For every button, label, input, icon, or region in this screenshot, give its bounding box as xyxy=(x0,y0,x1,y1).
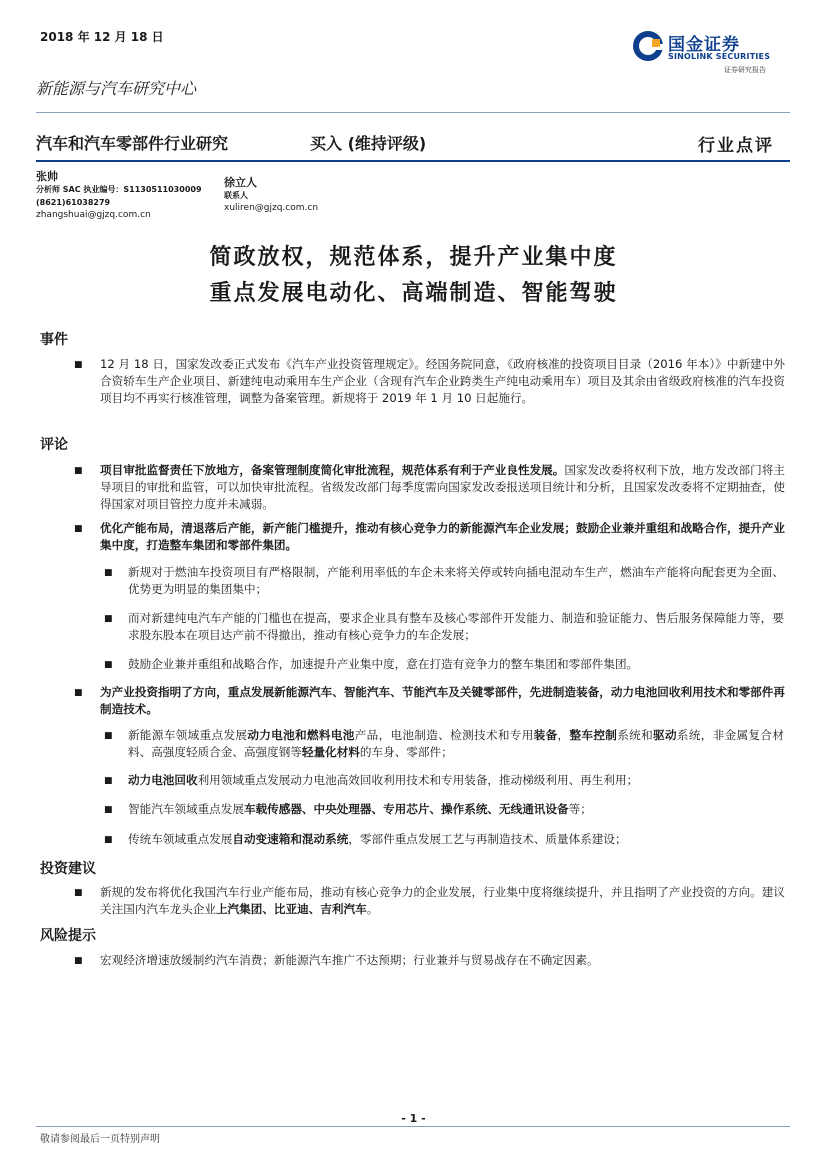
comment-point-1 xyxy=(100,462,785,513)
comment-point-3-sub-1 xyxy=(128,727,784,761)
sub-bullet-icon: ■ xyxy=(104,614,113,624)
document-type: 行业点评 xyxy=(698,136,774,156)
author-email: xuliren@gjzq.com.cn xyxy=(224,203,319,213)
bold-run: 车载传感器、中央处理器、专用芯片、操作系统、无线通讯设备 xyxy=(243,802,569,816)
sub-bullet-icon: ■ xyxy=(104,568,113,578)
sub-bullet-icon: ■ xyxy=(104,660,113,670)
comment-point-1-lead: 项目审批监督责任下放地方，备案管理制度简化审批流程，规范体系有利于产业良性发展。 xyxy=(100,463,565,477)
event-paragraph: 12 月 18 日，国家发改委正式发布《汽车产业投资管理规定》。经国务院同意，《政府核准的投资项目目录（2016 年本）》中新建中外合资轿车生产企业项目、新建纯电动乘用车生产企业（含现有汽车企业跨类生产纯电动乘用车）项目及其余由省级政府核准的汽车投资项目均不再实行核准管理，调整为备案管理。新规将于 2019 年 1 月 10 日起施行。 xyxy=(100,357,785,405)
bold-run: 自动变速箱和混动系统 xyxy=(232,832,349,846)
text-run: 新规的发布将优化我国汽车行业产能布局，推动有核心竞争力的企业发展，行业集中度将继续提升，并且指明了产业投资的方向。建议关注国内汽车龙头企业 xyxy=(100,885,785,916)
report-type-label: 证券研究报告 xyxy=(724,66,766,74)
bold-run: 装备 xyxy=(533,728,558,742)
author-name: 张帅 xyxy=(36,170,58,183)
sub-bullet-icon: ■ xyxy=(104,805,113,815)
rating-label: 买入 (维持评级) xyxy=(310,134,427,153)
text-run: 产品，电池制造、检测技术和专用 xyxy=(354,728,534,742)
header-divider xyxy=(36,112,790,113)
sub-bullet-icon: ■ xyxy=(104,731,113,741)
bold-run: 动力电池回收 xyxy=(128,773,198,787)
advice-paragraph xyxy=(100,884,785,918)
author-block-1 xyxy=(36,170,202,222)
headline-line-1: 简政放权，规范体系，提升产业集中度 xyxy=(209,244,618,270)
section-title-risk: 风险提示 xyxy=(40,928,96,944)
section-title-event: 事件 xyxy=(40,332,68,348)
section-title-comment: 评论 xyxy=(40,437,68,453)
bold-run: 动力电池和燃料电池 xyxy=(247,728,355,742)
author-role: 联系人 xyxy=(224,191,248,200)
sinolink-logo-icon xyxy=(632,30,664,62)
text-run: 的车身、零部件； xyxy=(359,745,453,759)
text-run: 。 xyxy=(366,902,379,916)
report-date: 2018 年 12 月 18 日 xyxy=(40,30,164,44)
comment-point-2-sub-1: 新规对于燃油车投资项目有严格限制，产能利用率低的车企未来将关停或转向插电混动车生产，燃油车产能将向配套更为全面、优势更为明显的集团集中； xyxy=(128,565,784,596)
disclaimer-note: 敬请参阅最后一页特别声明 xyxy=(40,1134,160,1145)
comment-point-2-lead: 优化产能布局，清退落后产能，新产能门槛提升，推动有核心竞争力的新能源汽车企业发展；鼓励企业兼并重组和战略合作，提升产业集中度，打造整车集团和零部件集团。 xyxy=(100,521,785,552)
text-run: ， xyxy=(557,728,570,742)
bullet-icon: ■ xyxy=(74,956,83,966)
bold-run: 轻量化材料 xyxy=(301,745,360,759)
text-run: 利用领域重点发展动力电池高效回收利用技术和专用装备，推动梯级利用、再生利用； xyxy=(197,773,639,787)
text-run: 等； xyxy=(568,802,592,816)
author-name: 徐立人 xyxy=(224,176,257,189)
bullet-icon: ■ xyxy=(74,466,83,476)
comment-point-3-lead: 为产业投资指明了方向，重点发展新能源汽车、智能汽车、节能汽车及关键零部件，先进制造装备，动力电池回收利用技术和零部件再制造技术。 xyxy=(100,685,785,716)
footer-divider xyxy=(36,1126,790,1127)
comment-point-1-body: 国家发改委将权利下放，地方发改部门将主导项目的审批和监管，可以加快审批流程。省级发改部门每季度需向国家发改委报送项目统计和分析，且国家发改委将不定期抽查，使得国家对项目管控力度并未减弱。 xyxy=(100,463,785,511)
text-run: 智能汽车领域重点发展 xyxy=(128,802,244,816)
bold-run: 驱动 xyxy=(653,728,677,742)
logo-text-cn: 国金证券 xyxy=(668,35,740,55)
industry-title: 汽车和汽车零部件行业研究 xyxy=(36,134,229,153)
bullet-icon: ■ xyxy=(74,688,83,698)
text-run: 系统，非金属复合材料、高强度轻质合金、高强度钢等 xyxy=(128,728,784,759)
section-title-advice: 投资建议 xyxy=(40,861,96,877)
logo-text-en: SINOLINK SECURITIES xyxy=(668,52,771,61)
title-divider xyxy=(36,160,790,162)
sub-bullet-icon: ■ xyxy=(104,776,113,786)
bullet-icon: ■ xyxy=(74,360,83,370)
author-block-2 xyxy=(224,176,318,215)
comment-point-2-sub-3: 鼓励企业兼并重组和战略合作，加速提升产业集中度，意在打造有竞争力的整车集团和零部件集团。 xyxy=(128,657,639,671)
comment-point-3 xyxy=(100,684,785,718)
text-run: 系统和 xyxy=(617,728,654,742)
text-run: 传统车领域重点发展 xyxy=(128,832,233,846)
author-license: 分析师 SAC 执业编号：S1130511030009 xyxy=(36,185,202,194)
sub-bullet-icon: ■ xyxy=(104,835,113,845)
research-center-name: 新能源与汽车研究中心 xyxy=(36,79,197,98)
text-run: 新能源车领域重点发展 xyxy=(128,728,248,742)
bullet-icon: ■ xyxy=(74,888,83,898)
risk-paragraph: 宏观经济增速放缓制约汽车消费；新能源汽车推广不达预期；行业兼并与贸易战存在不确定因素。 xyxy=(100,953,599,967)
author-email: zhangshuai@gjzq.com.cn xyxy=(36,210,151,220)
comment-point-3-sub-2 xyxy=(128,772,784,789)
comment-point-2 xyxy=(100,520,785,554)
comment-point-2-sub-2: 而对新建纯电汽车产能的门槛也在提高，要求企业具有整车及核心零部件开发能力、制造和验证能力、售后服务保障能力等，要求股东股本在项目达产前不得撤出，推动有核心竞争力的车企发展； xyxy=(128,611,784,642)
text-run: ，零部件重点发展工艺与再制造技术、质量体系建设； xyxy=(348,832,627,846)
author-phone: (8621)61038279 xyxy=(36,198,111,207)
comment-point-3-sub-3 xyxy=(128,801,784,818)
page-number: - 1 - xyxy=(401,1112,426,1125)
recommended-stocks: 上汽集团、比亚迪、吉利汽车 xyxy=(215,902,367,916)
headline-line-2: 重点发展电动化、高端制造、智能驾驶 xyxy=(209,280,618,306)
bullet-icon: ■ xyxy=(74,524,83,534)
bold-run: 整车控制 xyxy=(569,728,618,742)
comment-point-3-sub-4 xyxy=(128,831,784,848)
